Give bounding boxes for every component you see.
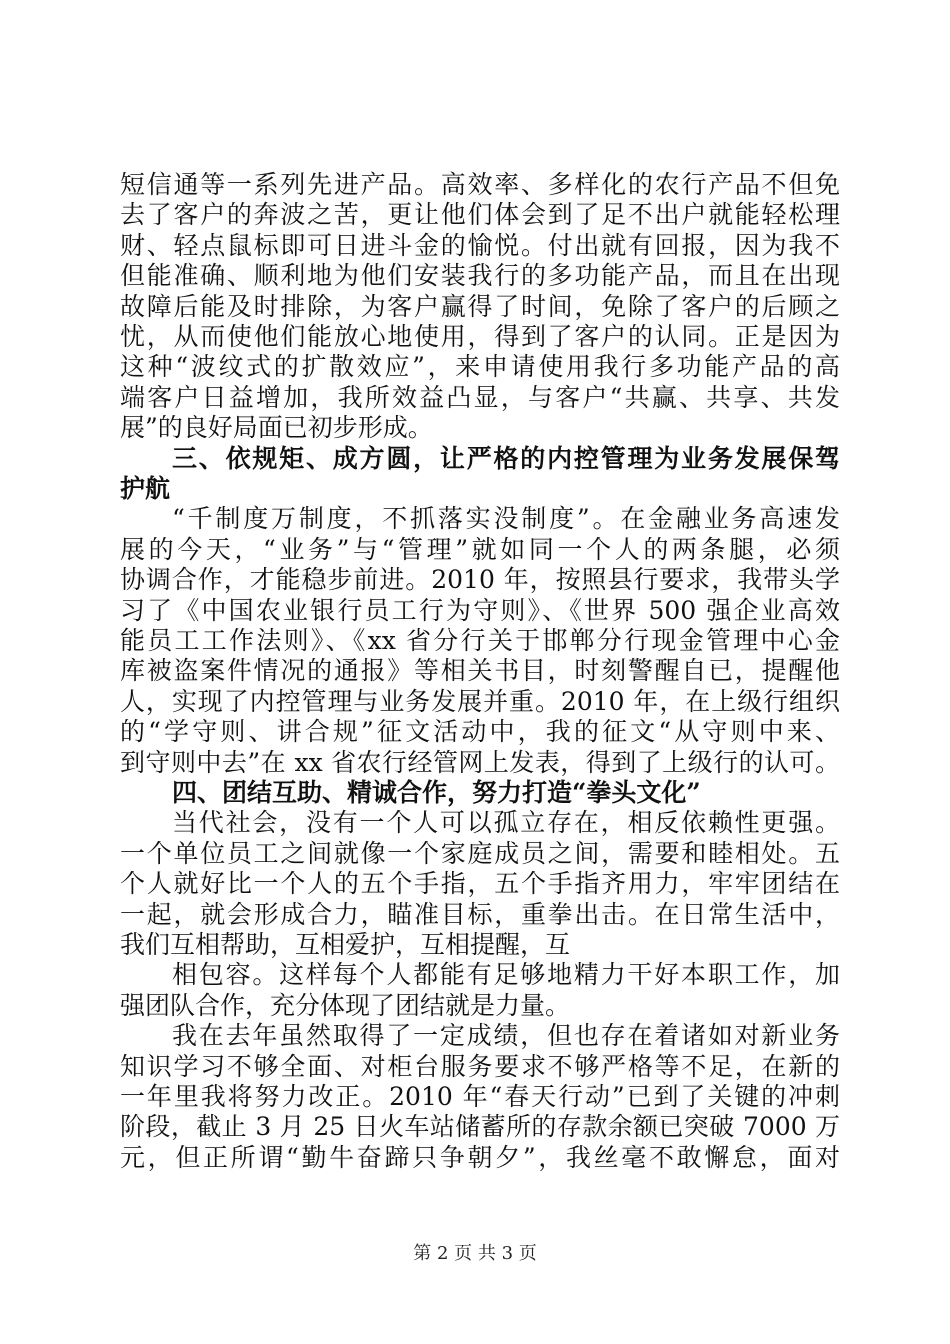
text-line: 能员工工作法则》、《xx 省分行关于邯郸分行现金管理中心金 (120, 626, 840, 655)
text-line: 我们互相帮助，互相爱护，互相提醒，互 (120, 930, 571, 959)
text-line: 习了《中国农业银行员工行为守则》、《世界 500 强企业高效 (120, 595, 840, 625)
text-line: 个人就好比一个人的五个手指，五个手指齐用力，牢牢团结在 (120, 869, 840, 899)
text-line: 去了客户的奔波之苦，更让他们体会到了足不出户就能轻松理 (120, 200, 840, 230)
text-line: 库被盗案件情况的通报》等相关书目，时刻警醒自已，提醒他 (120, 656, 840, 686)
text-line: 我在去年虽然取得了一定成绩，但也存在着诸如对新业务 (172, 1021, 840, 1051)
text-line: 一个单位员工之间就像一个家庭成员之间，需要和睦相处。五 (120, 838, 840, 868)
text-line: 阶段，截止 3 月 25 日火车站储蓄所的存款余额已突破 7000 万 (120, 1112, 840, 1142)
text-line: 一起，就会形成合力，瞄准目标，重拳出击。在日常生活中， (120, 899, 840, 929)
text-line: 知识学习不够全面、对柜台服务要求不够严格等不足，在新的 (120, 1051, 840, 1081)
text-line: 短信通等一系列先进产品。高效率、多样化的农行产品不但免 (120, 170, 840, 199)
text-line: 但能准确、顺利地为他们安装我行的多功能产品，而且在出现 (120, 261, 840, 291)
text-line: 一年里我将努力改正。2010 年“春天行动”已到了关键的冲刺 (120, 1082, 840, 1111)
text-line: 元，但正所谓“勤牛奋蹄只争朝夕”，我丝毫不敢懈怠，面对 (120, 1142, 840, 1172)
text-line: 忧，从而使他们能放心地使用，得到了客户的认同。正是因为 (120, 322, 840, 351)
text-line: 当代社会，没有一个人可以孤立存在，相反依赖性更强。 (172, 808, 840, 838)
text-line: 相包容。这样每个人都能有足够地精力干好本职工作，加 (172, 960, 840, 990)
text-line: 人，实现了内控管理与业务发展并重。2010 年，在上级行组织 (120, 686, 840, 716)
text-line: 展”的良好局面已初步形成。 (120, 413, 433, 443)
text-line: 的“学守则、讲合规”征文活动中，我的征文“从守则中来、 (120, 717, 840, 747)
text-line: 强团队合作，充分体现了团结就是力量。 (120, 990, 571, 1020)
text-line: 到守则中去”在 xx 省农行经管网上发表，得到了上级行的认可。 (120, 747, 840, 777)
text-line: “千制度万制度，不抓落实没制度”。在金融业务高速发 (172, 504, 840, 534)
section-heading: 护航 (120, 474, 171, 503)
text-line: 协调合作，才能稳步前进。2010 年，按照县行要求，我带头学 (120, 565, 840, 595)
text-line: 财、轻点鼠标即可日进斗金的愉悦。付出就有回报，因为我不 (120, 230, 840, 260)
text-line: 端客户日益增加，我所效益凸显，与客户“共赢、共享、共发 (120, 382, 840, 412)
section-heading: 三、依规矩、成方圆，让严格的内控管理为业务发展保驾 (172, 443, 840, 473)
text-line: 展的今天，“业务”与“管理”就如同一个人的两条腿，必须 (120, 534, 840, 564)
text-line: 这种“波纹式的扩散效应”，来申请使用我行多功能产品的高 (120, 352, 840, 382)
page-number-footer: 第 2 页 共 3 页 (413, 1243, 537, 1264)
text-line: 故障后能及时排除，为客户赢得了时间，免除了客户的后顾之 (120, 291, 840, 321)
section-heading: 四、团结互助、精诚合作，努力打造“拳头文化” (172, 778, 701, 807)
